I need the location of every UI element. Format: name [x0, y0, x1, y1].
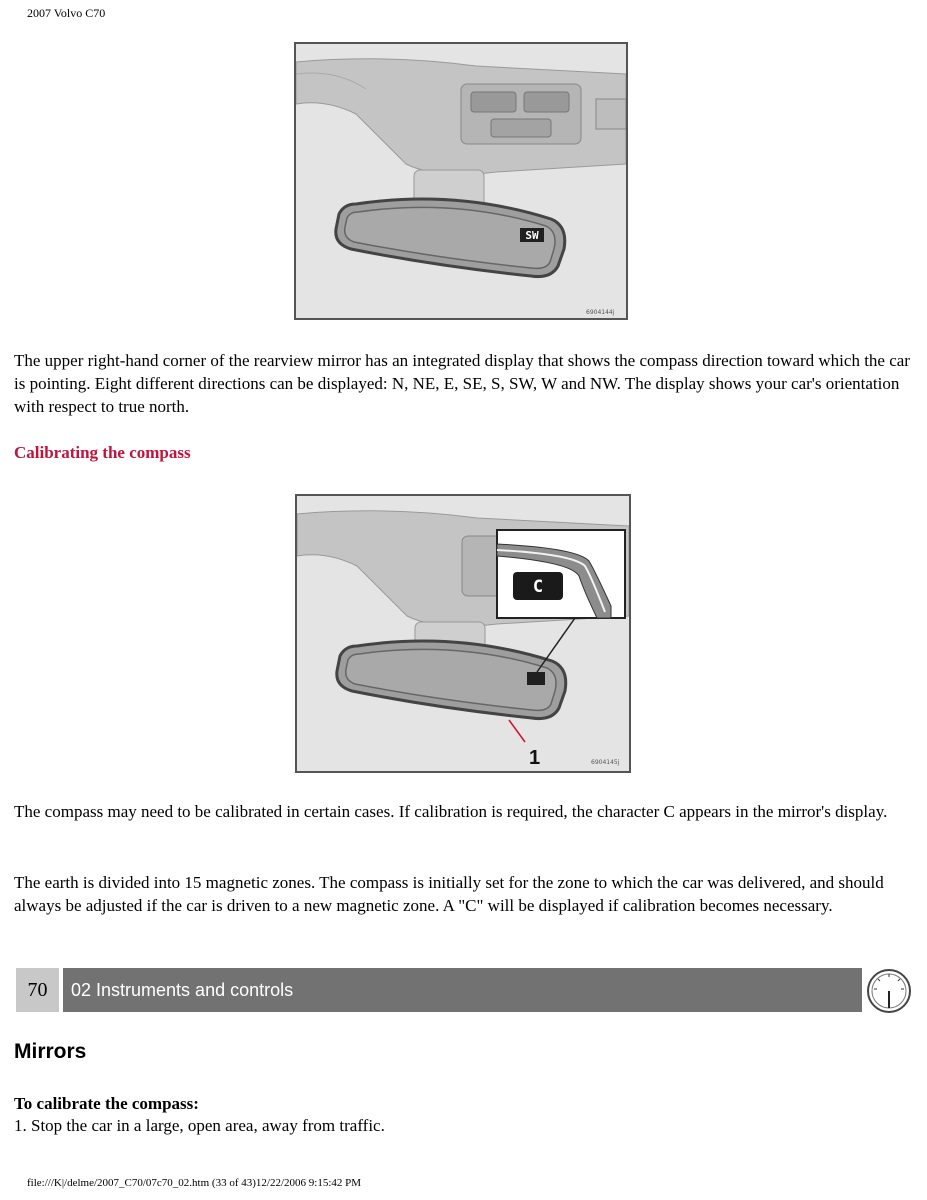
footer-path: file:///K|/delme/2007_C70/07c70_02.htm (33 of 43)12/22/2006 9:15:42 PM [27, 1177, 362, 1189]
section-heading-mirrors: Mirrors [14, 1040, 87, 1063]
figure-code: 6904145j [591, 759, 620, 766]
steps-title: To calibrate the compass: [14, 1094, 199, 1113]
chapter-title: 02 Instruments and controls [71, 979, 294, 1000]
document-header: 2007 Volvo C70 [27, 6, 106, 20]
compass-display-text: SW [525, 229, 539, 242]
gauge-icon [866, 968, 912, 1014]
page-number: 70 [16, 968, 59, 1012]
paragraph-magnetic-zones: The earth is divided into 15 magnetic zones. The compass is initially set for the zone to which the car was delivered, and should always be adjusted if the car is driven to a new magnetic zone. A "C" will be displayed if calibration becomes necessary. [14, 873, 884, 915]
callout-label: 1 [529, 747, 541, 769]
figure-code: 6904144j [586, 309, 615, 316]
paragraph-calibration-need: The compass may need to be calibrated in certain cases. If calibration is required, the character C appears in the mirror's display. [14, 802, 888, 821]
mirror-calibration-figure [295, 494, 631, 773]
step-1: 1. Stop the car in a large, open area, away from traffic. [14, 1116, 385, 1135]
subheading-calibrating: Calibrating the compass [14, 443, 191, 462]
mirror-compass-figure [294, 42, 628, 320]
paragraph-intro: The upper right-hand corner of the rearview mirror has an integrated display that shows the compass direction toward which the car is pointing. Eight different directions can be displayed: N, NE, E, SE, S, SW, W and NW. The display shows your car's orientation with respect to true north. [14, 351, 910, 416]
calibration-display-text: C [532, 577, 544, 597]
chapter-title-bar [63, 968, 862, 1012]
